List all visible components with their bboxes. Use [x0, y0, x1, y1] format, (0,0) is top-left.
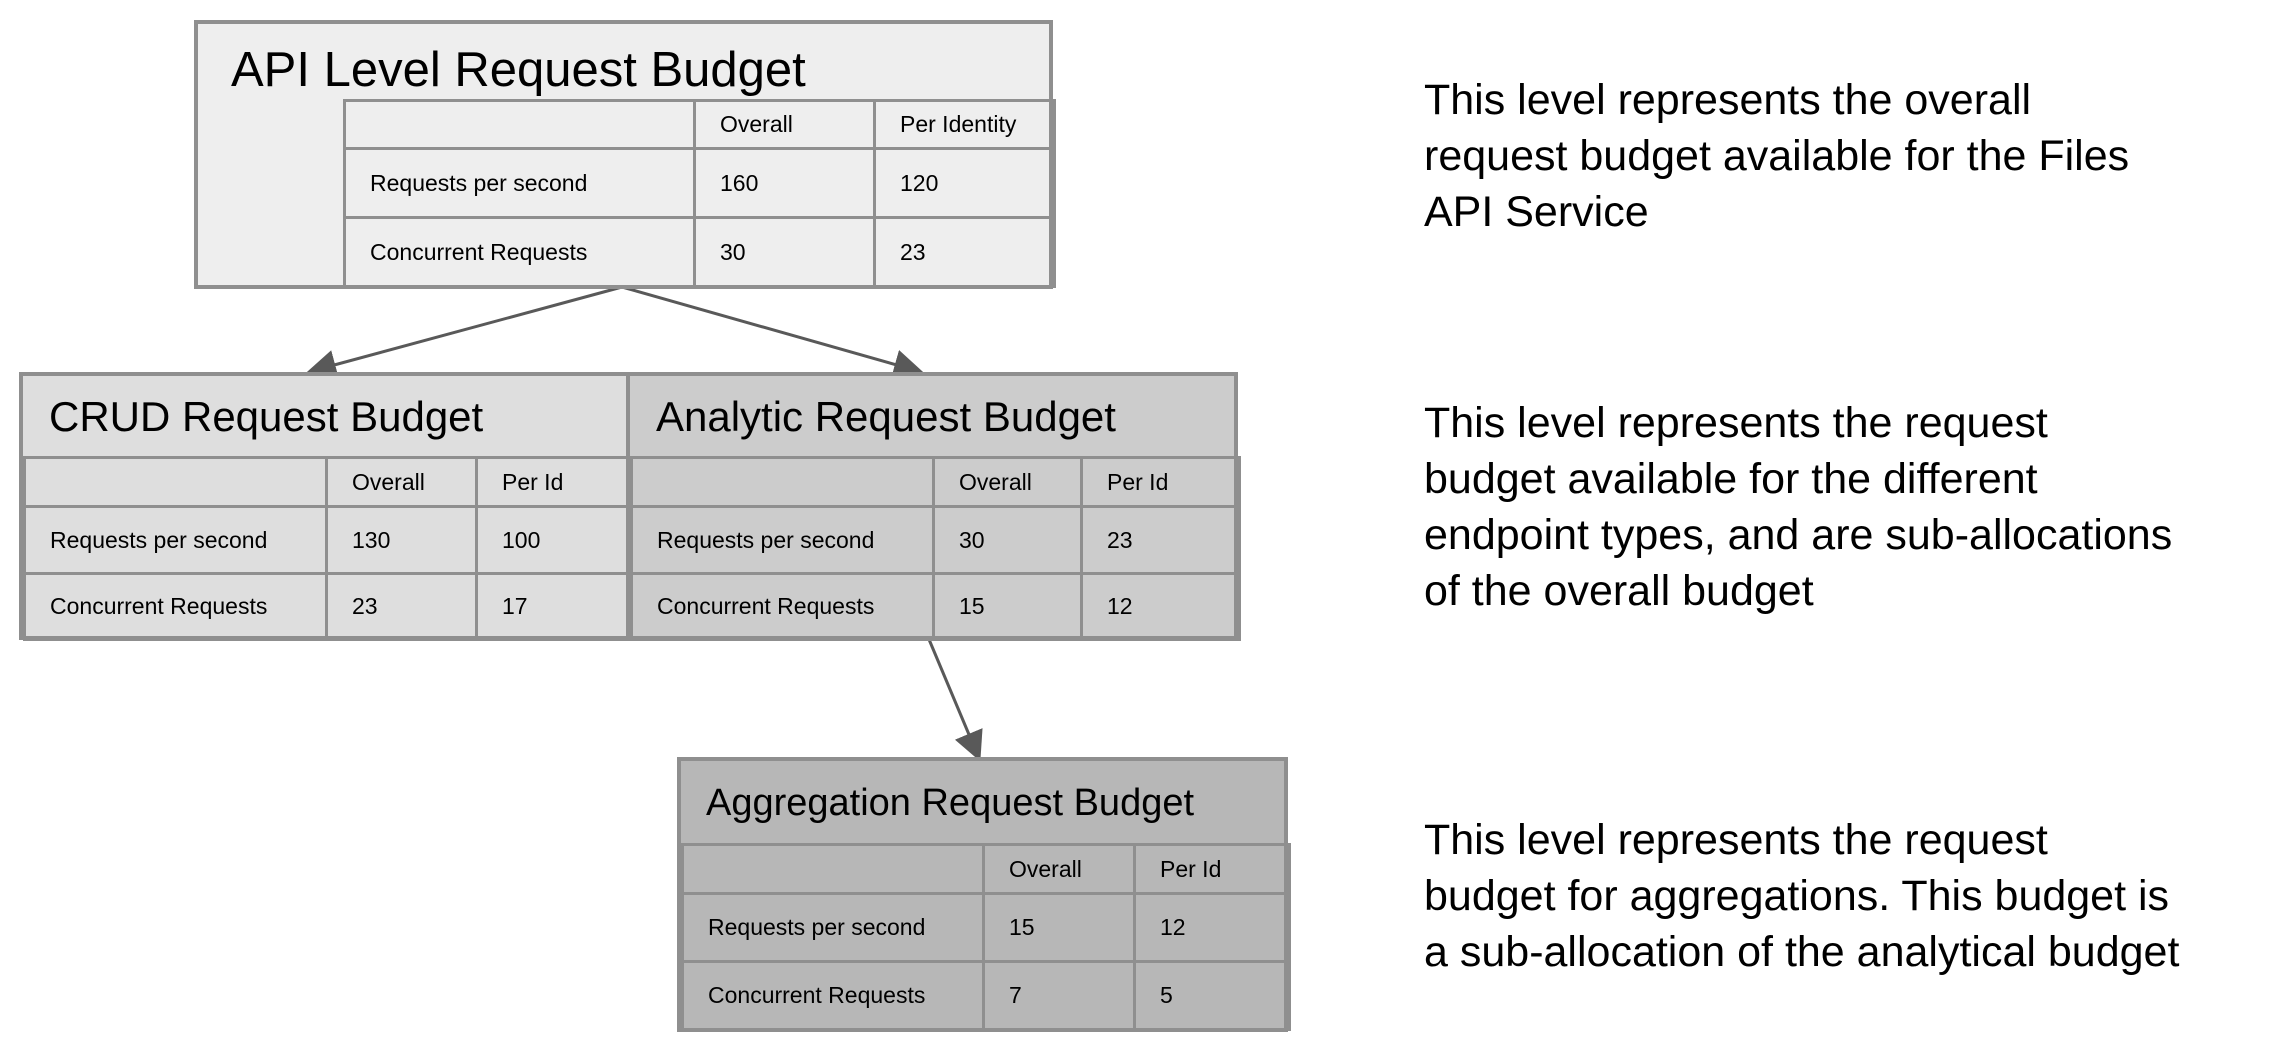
table-row — [345, 149, 1055, 218]
table-row — [632, 507, 1240, 574]
table-header-cell: Per Id — [1082, 458, 1240, 507]
table-header-row — [683, 845, 1290, 894]
table-header-row — [345, 101, 1055, 149]
table-header-row — [632, 458, 1240, 507]
description-line: budget for aggregations. This budget is — [1424, 872, 2170, 920]
row-label: Concurrent Requests — [632, 574, 934, 640]
table-header-cell: Overall — [327, 458, 477, 507]
table-header-cell — [683, 845, 984, 894]
arrow-api-to-crud — [312, 287, 622, 371]
table-row — [25, 574, 633, 640]
description-line: budget available for the different — [1424, 455, 2038, 503]
level1-description — [1424, 72, 2129, 240]
table-header-cell: Overall — [984, 845, 1135, 894]
description-line: endpoint types, and are sub-allocations — [1424, 511, 2173, 559]
table-row — [25, 507, 633, 574]
arrow-analytic-to-aggregation — [928, 637, 978, 756]
description-line: of the overall budget — [1424, 567, 1814, 615]
overall-value: 23 — [327, 574, 477, 640]
description-line: API Service — [1424, 188, 1649, 236]
row-label: Concurrent Requests — [345, 218, 695, 287]
analytic-budget-title: Analytic Request Budget — [656, 393, 1116, 440]
per-id-value: 100 — [477, 507, 633, 574]
api-budget-table — [343, 99, 1056, 288]
table-header-cell — [632, 458, 934, 507]
level3-description — [1424, 812, 2179, 980]
per-id-value: 5 — [1135, 962, 1290, 1030]
api-budget-title: API Level Request Budget — [231, 43, 806, 97]
analytic-budget-table — [630, 456, 1241, 641]
table-header-cell: Per Id — [1135, 845, 1290, 894]
aggregation-budget-table — [681, 843, 1291, 1031]
overall-value: 7 — [984, 962, 1135, 1030]
per-id-value: 12 — [1135, 894, 1290, 962]
overall-value: 15 — [934, 574, 1082, 640]
row-label: Concurrent Requests — [25, 574, 327, 640]
table-header-cell: Per Identity — [875, 101, 1055, 149]
table-row — [345, 218, 1055, 287]
crud-budget-title: CRUD Request Budget — [49, 393, 484, 440]
row-label: Requests per second — [683, 894, 984, 962]
table-row — [683, 962, 1290, 1030]
table-header-cell: Overall — [934, 458, 1082, 507]
per-id-value: 12 — [1082, 574, 1240, 640]
row-label: Requests per second — [632, 507, 934, 574]
overall-value: 160 — [695, 149, 875, 218]
table-row — [632, 574, 1240, 640]
overall-value: 30 — [934, 507, 1082, 574]
table-header-cell — [25, 458, 327, 507]
row-label: Requests per second — [345, 149, 695, 218]
row-label: Requests per second — [25, 507, 327, 574]
level2-description — [1424, 395, 2172, 619]
overall-value: 15 — [984, 894, 1135, 962]
table-header-row — [25, 458, 633, 507]
description-line: a sub-allocation of the analytical budget — [1424, 928, 2180, 976]
per-id-value: 23 — [1082, 507, 1240, 574]
crud-budget-table — [23, 456, 634, 641]
description-line: This level represents the overall — [1424, 76, 2032, 124]
per-identity-value: 23 — [875, 218, 1055, 287]
description-line: This level represents the request — [1424, 816, 2048, 864]
aggregation-budget-box — [677, 757, 1288, 1032]
api-budget-box — [194, 20, 1053, 289]
overall-value: 30 — [695, 218, 875, 287]
description-line: request budget available for the Files — [1424, 132, 2130, 180]
per-id-value: 17 — [477, 574, 633, 640]
table-row — [683, 894, 1290, 962]
description-line: This level represents the request — [1424, 399, 2048, 447]
crud-budget-box — [19, 372, 631, 640]
analytic-budget-box — [626, 372, 1238, 640]
arrow-api-to-analytic — [622, 287, 918, 371]
overall-value: 130 — [327, 507, 477, 574]
row-label: Concurrent Requests — [683, 962, 984, 1030]
per-identity-value: 120 — [875, 149, 1055, 218]
aggregation-budget-title: Aggregation Request Budget — [706, 782, 1195, 824]
table-header-cell — [345, 101, 695, 149]
table-header-cell: Per Id — [477, 458, 633, 507]
table-header-cell: Overall — [695, 101, 875, 149]
